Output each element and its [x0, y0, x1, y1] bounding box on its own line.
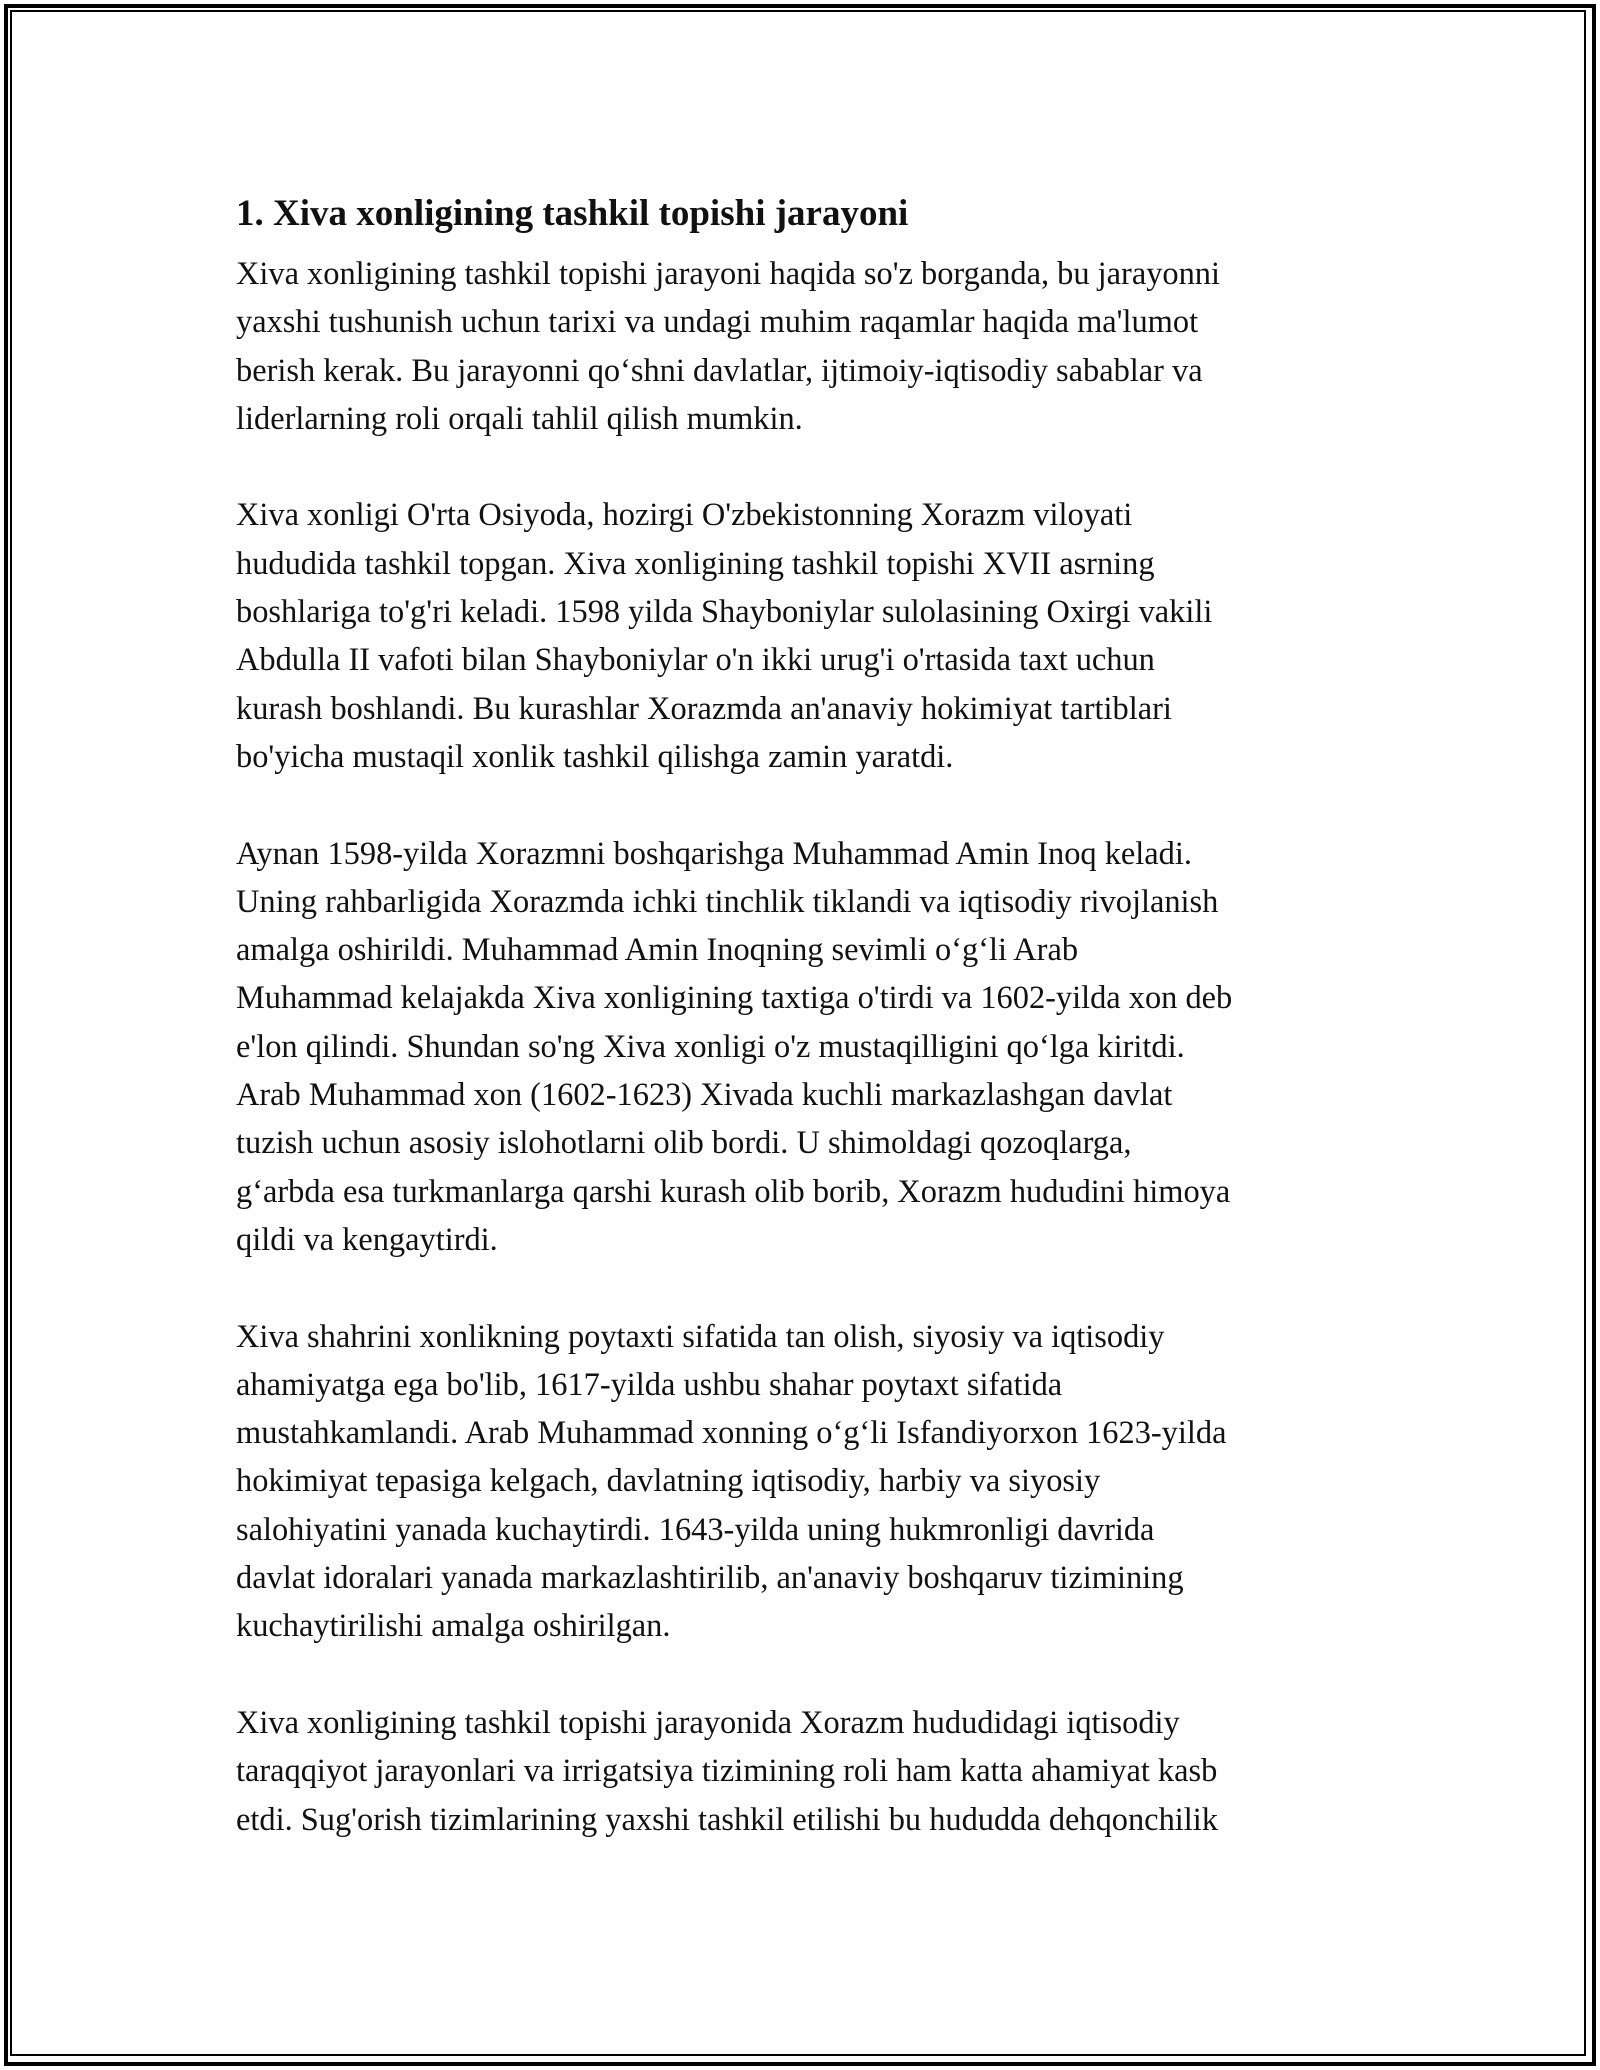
text-line: Arab Muhammad xon (1602-1623) Xivada kuchli markazlashgan davlat: [236, 1077, 1173, 1114]
paragraph: [236, 830, 1376, 1265]
text-line: Xiva xonligi O'rta Osiyoda, hozirgi O'zbekistonning Xorazm viloyati: [236, 497, 1133, 534]
text-line: taraqqiyot jarayonlari va irrigatsiya tizimining roli ham katta ahamiyat kasb: [236, 1753, 1218, 1790]
section-heading: 1. Xiva xonligining tashkil topishi jarayoni: [236, 193, 909, 234]
text-line: davlat idoralari yanada markazlashtirilib, an'anaviy boshqaruv tizimining: [236, 1560, 1184, 1597]
text-line: hududida tashkil topgan. Xiva xonligining tashkil topishi XVII asrning: [236, 545, 1155, 582]
text-line: kurash boshlandi. Bu kurashlar Xorazmda an'anaviy hokimiyat tartiblari: [236, 690, 1172, 727]
text-line: salohiyatini yanada kuchaytirdi. 1643-yilda uning hukmronligi davrida: [236, 1511, 1155, 1548]
text-line: mustahkamlandi. Arab Muhammad xonning o‘g‘li Isfandiyorxon 1623-yilda: [236, 1415, 1227, 1452]
text-line: Aynan 1598-yilda Xorazmni boshqarishga Muhammad Amin Inoq keladi.: [236, 835, 1192, 872]
text-line: e'lon qilindi. Shundan so'ng Xiva xonligi o'z mustaqilligini qo‘lga kiritdi.: [236, 1028, 1185, 1065]
paragraph: [236, 1313, 1376, 1651]
text-line: Xiva shahrini xonlikning poytaxti sifatida tan olish, siyosiy va iqtisodiy: [236, 1318, 1165, 1355]
paragraph: [236, 491, 1376, 781]
paragraph: [236, 1699, 1376, 1844]
text-line: Uning rahbarligida Xorazmda ichki tinchlik tiklandi va iqtisodiy rivojlanish: [236, 883, 1219, 920]
text-line: Abdulla II vafoti bilan Shayboniylar o'n ikki urug'i o'rtasida taxt uchun: [236, 642, 1155, 679]
text-line: berish kerak. Bu jarayonni qo‘shni davlatlar, ijtimoiy-iqtisodiy sabablar va: [236, 352, 1203, 389]
text-line: kuchaytirilishi amalga oshirilgan.: [236, 1608, 671, 1645]
text-line: boshlariga to'g'ri keladi. 1598 yilda Shayboniylar sulolasining Oxirgi vakili: [236, 594, 1213, 631]
text-line: tuzish uchun asosiy islohotlarni olib bordi. U shimoldagi qozoqlarga,: [236, 1125, 1132, 1162]
text-line: qildi va kengaytirdi.: [236, 1221, 498, 1258]
text-line: ahamiyatga ega bo'lib, 1617-yilda ushbu shahar poytaxt sifatida: [236, 1366, 1063, 1403]
text-line: hokimiyat tepasiga kelgach, davlatning iqtisodiy, harbiy va siyosiy: [236, 1463, 1101, 1500]
paragraph-list: [236, 250, 1376, 1844]
text-line: etdi. Sug'orish tizimlarining yaxshi tashkil etilishi bu hududda dehqonchilik: [236, 1801, 1218, 1838]
text-line: amalga oshirildi. Muhammad Amin Inoqning sevimli o‘g‘li Arab: [236, 932, 1079, 969]
text-line: yaxshi tushunish uchun tarixi va undagi muhim raqamlar haqida ma'lumot: [236, 304, 1199, 341]
text-line: bo'yicha mustaqil xonlik tashkil qilishga zamin yaratdi.: [236, 738, 954, 775]
text-line: g‘arbda esa turkmanlarga qarshi kurash olib borib, Xorazm hududini himoya: [236, 1173, 1231, 1210]
text-line: Xiva xonligining tashkil topishi jarayonida Xorazm hududidagi iqtisodiy: [236, 1704, 1180, 1741]
paragraph: [236, 250, 1376, 443]
text-line: Muhammad kelajakda Xiva xonligining taxtiga o'tirdi va 1602-yilda xon deb: [236, 980, 1233, 1017]
text-line: Xiva xonligining tashkil topishi jarayoni haqida so'z borganda, bu jarayonni: [236, 256, 1220, 292]
document-body: [236, 186, 1376, 1892]
text-line: liderlarning roli orqali tahlil qilish mumkin.: [236, 400, 803, 437]
